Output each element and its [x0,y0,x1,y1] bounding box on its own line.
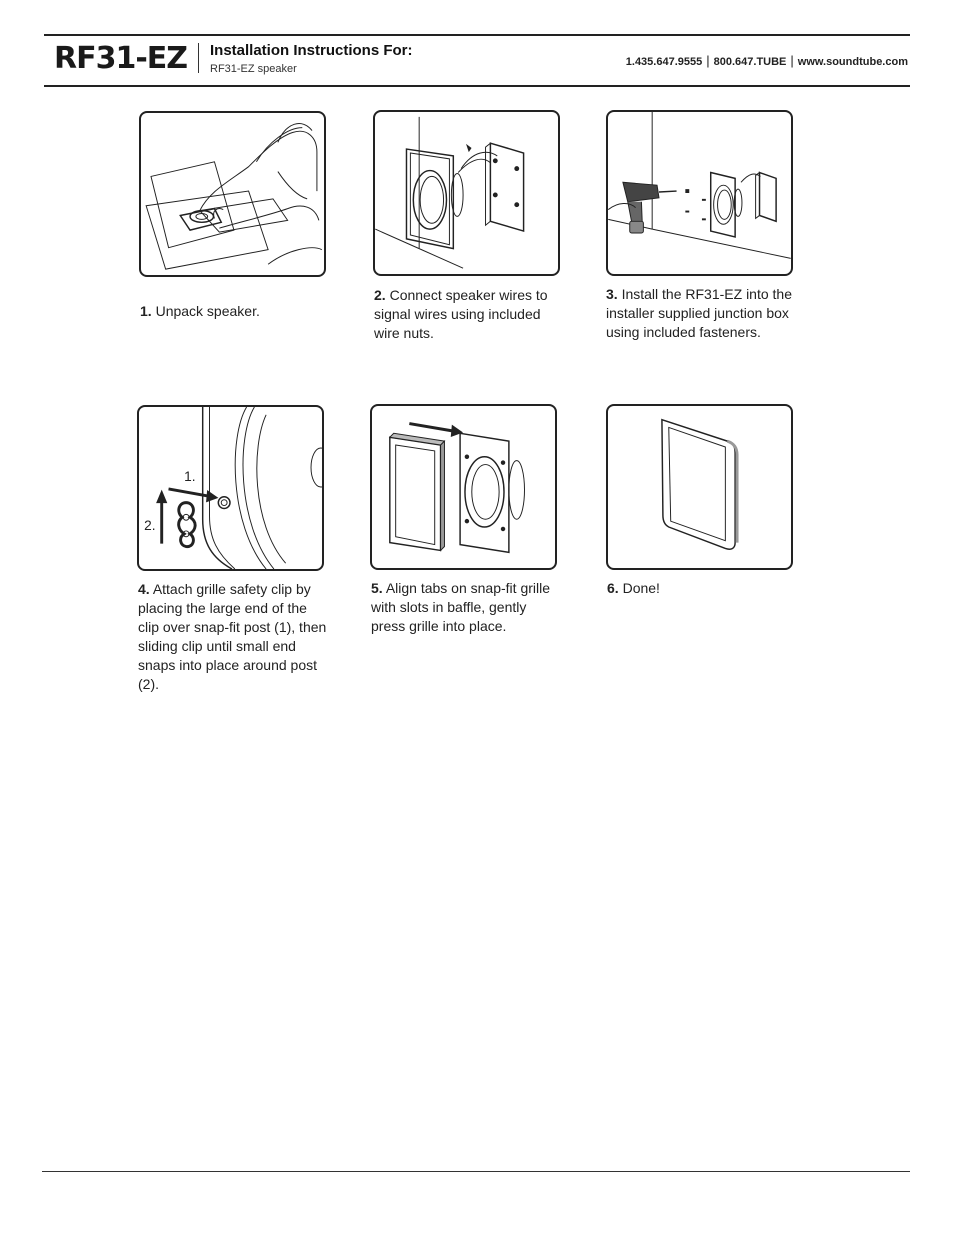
step-4-illustration [137,405,324,571]
header-bottom-rule [44,85,910,87]
step-text: Attach grille safety clip by placing the large end of the clip over snap-fit post (1), then sliding clip until small end snaps into place around post (2). [138,581,327,692]
step-5-caption [371,579,563,636]
step-text: Connect speaker wires to signal wires using included wire nuts. [374,287,548,341]
slide-label: 2. [144,517,156,533]
step-2-caption [374,286,566,343]
step-number: 3. [606,286,618,302]
contact-info [626,53,908,68]
step-text: Install the RF31-EZ into the installer supplied junction box using included fasteners. [606,286,792,340]
step-number: 5. [371,580,383,596]
step-6-caption [607,579,799,598]
step-3-illustration [606,110,793,276]
header-title: Installation Instructions For: [210,42,413,59]
contact-separator: | [706,53,710,68]
contact-separator: | [790,53,794,68]
step-number: 2. [374,287,386,303]
website-link[interactable]: www.soundtube.com [797,56,908,68]
step-number: 6. [607,580,619,596]
step-text: Align tabs on snap-fit grille with slots in baffle, gently press grille into place. [371,580,551,634]
phone-number: 1.435.647.9555 [625,56,703,68]
header-divider [198,43,199,73]
step-number: 4. [138,581,150,597]
step-1-caption [140,302,332,321]
post-label: 1. [184,469,196,485]
page-header [44,35,910,85]
product-logo: RF31-EZ [54,41,188,76]
step-text: Unpack speaker. [155,303,260,319]
step-1-illustration [139,111,326,277]
step-4-caption [138,580,330,694]
step-6-illustration [606,404,793,570]
header-subtitle: RF31-EZ speaker [210,63,297,75]
step-number: 1. [140,303,152,319]
step-3-caption [606,285,798,342]
toll-free-number: 800.647.TUBE [713,56,787,68]
step-text: Done! [622,580,660,596]
footer-rule [42,1171,910,1172]
step-5-illustration [370,404,557,570]
step-2-illustration [373,110,560,276]
